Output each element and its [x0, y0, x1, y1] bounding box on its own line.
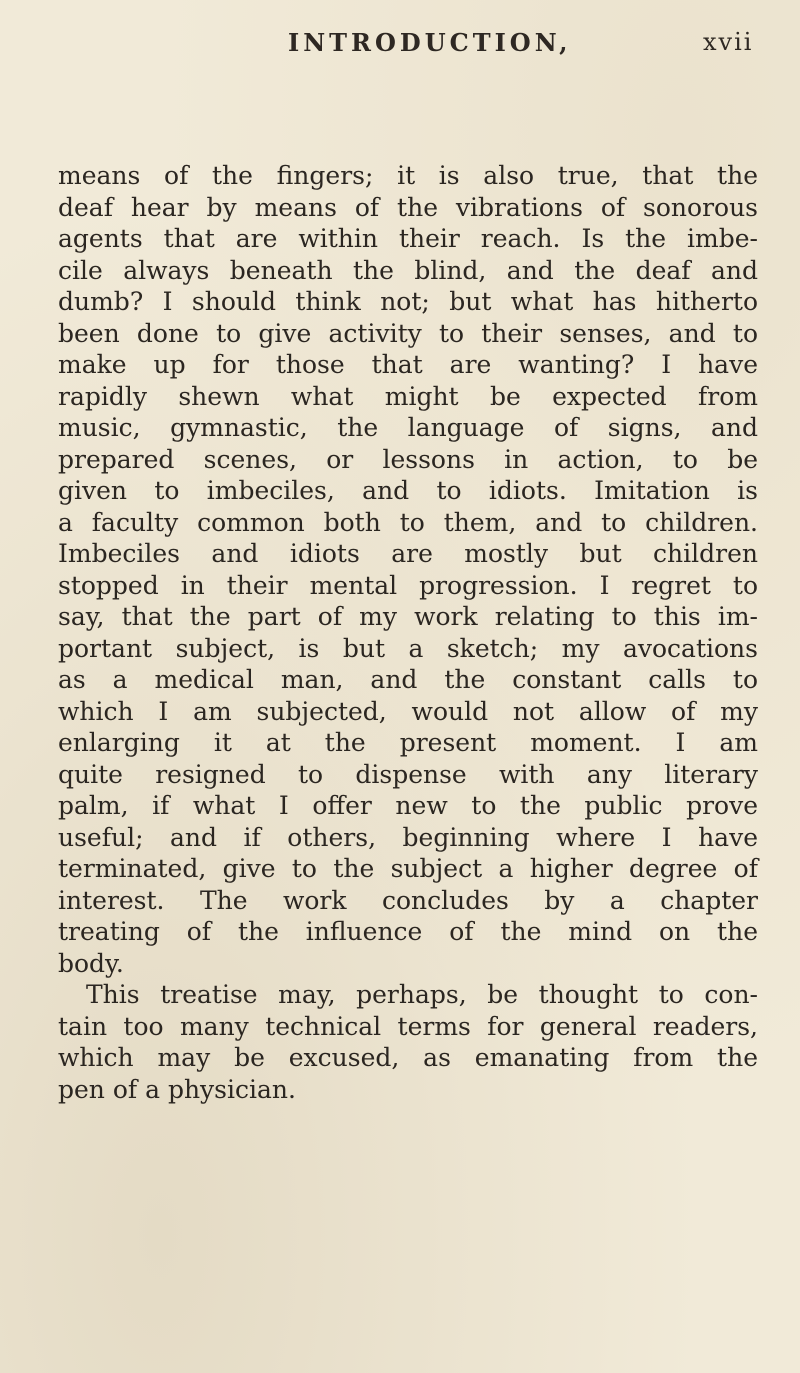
- text-line: which may be excused, as emanating from the: [58, 1043, 758, 1072]
- text-line: This treatise may, perhaps, be thought to con-: [86, 980, 758, 1009]
- text-line: dumb? I should think not; but what has hitherto: [58, 287, 758, 316]
- text-line: treating of the influence of the mind on the: [58, 917, 758, 946]
- text-line: say, that the part of my work relating to this im-: [58, 602, 758, 631]
- text-line: make up for those that are wanting? I have: [58, 350, 758, 379]
- text-line: as a medical man, and the constant calls to: [58, 665, 758, 694]
- body-text: [58, 160, 758, 1105]
- text-line: pen of a physician.: [58, 1074, 296, 1104]
- text-line: music, gymnastic, the language of signs, and: [58, 413, 758, 442]
- text-line: prepared scenes, or lessons in action, to be: [58, 444, 758, 474]
- running-title: INTRODUCTION,: [288, 28, 572, 57]
- text-line: terminated, give to the subject a higher degree of: [58, 854, 758, 883]
- text-line: portant subject, is but a sketch; my avocations: [58, 633, 758, 663]
- page-number: xvii: [703, 28, 754, 56]
- text-line: which I am subjected, would not allow of my: [58, 696, 758, 726]
- text-line: given to imbeciles, and to idiots. Imitation is: [58, 476, 758, 505]
- text-line: deaf hear by means of the vibrations of sonorous: [58, 192, 758, 222]
- text-line: stopped in their mental progression. I regret to: [58, 570, 758, 600]
- text-line: enlarging it at the present moment. I am: [58, 728, 758, 757]
- text-line: means of the fingers; it is also true, that the: [58, 161, 758, 190]
- text-line: been done to give activity to their senses, and to: [58, 318, 758, 348]
- text-line: agents that are within their reach. Is the imbe-: [58, 224, 758, 253]
- paragraph: [58, 979, 758, 1105]
- text-line: quite resigned to dispense with any literary: [58, 759, 758, 789]
- text-line: palm, if what I offer new to the public prove: [58, 791, 758, 820]
- text-line: Imbeciles and idiots are mostly but children: [58, 539, 758, 568]
- text-line: interest. The work concludes by a chapter: [58, 885, 758, 915]
- text-line: a faculty common both to them, and to children.: [58, 507, 758, 537]
- running-head: [0, 18, 800, 68]
- text-line: body.: [58, 948, 124, 978]
- text-line: tain too many technical terms for general readers,: [58, 1011, 758, 1041]
- text-line: useful; and if others, beginning where I have: [58, 822, 758, 852]
- text-line: cile always beneath the blind, and the deaf and: [58, 255, 758, 285]
- text-line: rapidly shewn what might be expected from: [58, 381, 758, 411]
- paragraph: [58, 160, 758, 979]
